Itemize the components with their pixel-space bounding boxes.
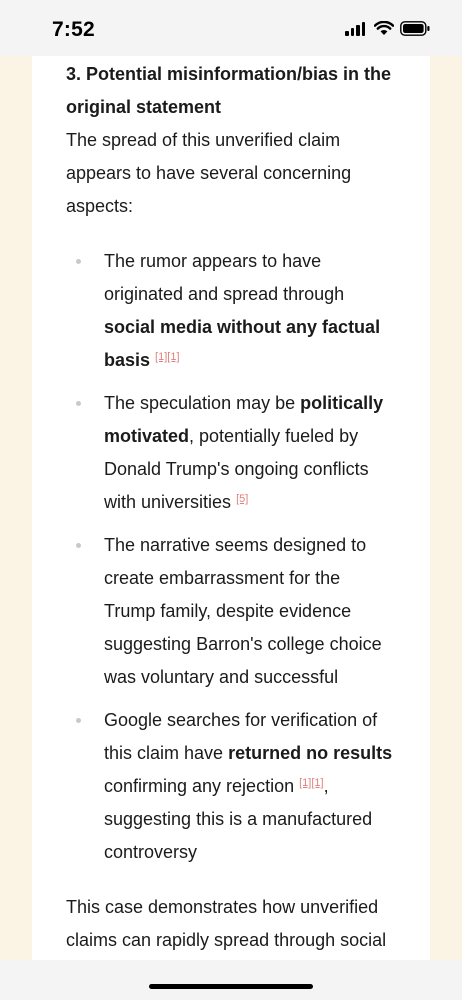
home-indicator[interactable] [149,984,313,989]
article-content [66,58,396,957]
bullet-dot [76,543,81,548]
list-item: Google searches for verification of this claim have returned no results confirming any rejection [1][1], suggesting this is a manufactured controversy [66,704,396,869]
bottom-bar [0,960,462,1000]
status-time: 7:52 [52,18,95,41]
citation-link[interactable]: [1] [155,351,168,363]
citation-link[interactable]: [1] [167,351,180,363]
bullet-dot [76,718,81,723]
signal-icon [345,22,367,36]
section-heading: 3. Potential misinformation/bias in the original statement [66,64,392,117]
citation-link[interactable]: [1] [311,777,324,789]
bullet-list [66,245,396,869]
article-card [32,56,430,960]
bullet-dot [76,259,81,264]
citation-link[interactable]: [1] [299,777,312,789]
list-item: The speculation may be politically motivated, potentially fueled by Donald Trump's ongoing conflicts with universities [5] [66,387,396,519]
citation-link[interactable]: [5] [236,493,249,505]
list-item: The narrative seems designed to create embarrassment for the Trump family, despite evidence suggesting Barron's college choice was voluntary and successful [66,529,396,694]
list-item: The rumor appears to have originated and spread through social media without any factual basis [1][1] [66,245,396,377]
battery-icon [400,21,430,36]
status-icons [345,21,430,36]
wifi-icon [374,21,394,36]
intro-paragraph: The spread of this unverified claim appears to have several concerning aspects: [66,130,352,216]
status-bar [0,0,462,56]
closing-paragraph: This case demonstrates how unverified claims can rapidly spread through social [66,897,387,950]
bullet-dot [76,401,81,406]
